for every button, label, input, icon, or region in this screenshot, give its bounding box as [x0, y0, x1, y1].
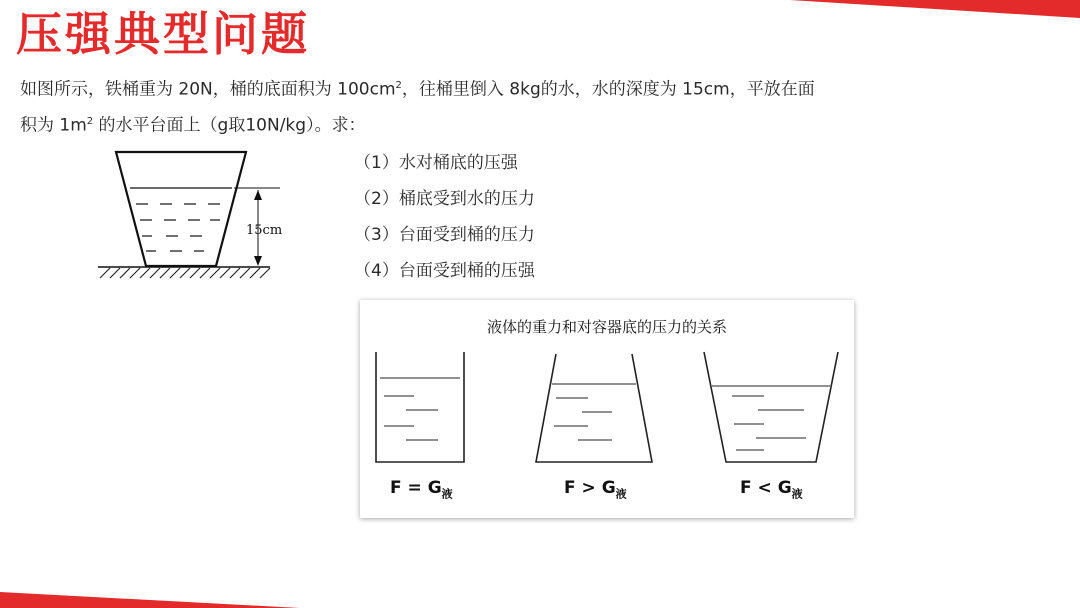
formula-less: $F < G_液$	[740, 478, 803, 501]
bottom-red-stripe	[0, 586, 1080, 608]
water-dashes	[136, 204, 220, 251]
question-4: （4）台面受到桶的压强	[354, 261, 535, 281]
formula-greater: $F > G_液$	[564, 478, 627, 501]
bucket-diagram	[90, 148, 310, 288]
question-2: （2）桶底受到水的压力	[354, 189, 535, 209]
formula-equal: $F = G_液$	[390, 478, 453, 501]
straight-container	[376, 352, 464, 462]
problem-line-1: 如图所示，铁桶重为 20N，桶的底面积为 $100cm^2$，往桶里倒入 8kg的水，水的深度为 15cm，平放在面	[20, 79, 815, 100]
panel-title: 液体的重力和对容器底的压力的关系	[486, 318, 727, 336]
question-1: （1）水对桶底的压强	[354, 153, 518, 173]
flaring-container	[536, 354, 652, 462]
question-3: （3）台面受到桶的压力	[354, 225, 535, 245]
tapered-container	[704, 352, 838, 462]
page-title: 压强典型问题	[16, 7, 310, 61]
question-list	[354, 145, 535, 289]
problem-line-2: 积为 $1m^2$ 的水平台面上（g取10N/kg）。求：	[20, 115, 366, 136]
ground-hatching	[100, 268, 270, 278]
bucket-outline	[116, 152, 246, 266]
comparison-panel	[360, 300, 854, 518]
problem-statement	[20, 70, 1020, 141]
depth-label: 15cm	[246, 223, 283, 238]
